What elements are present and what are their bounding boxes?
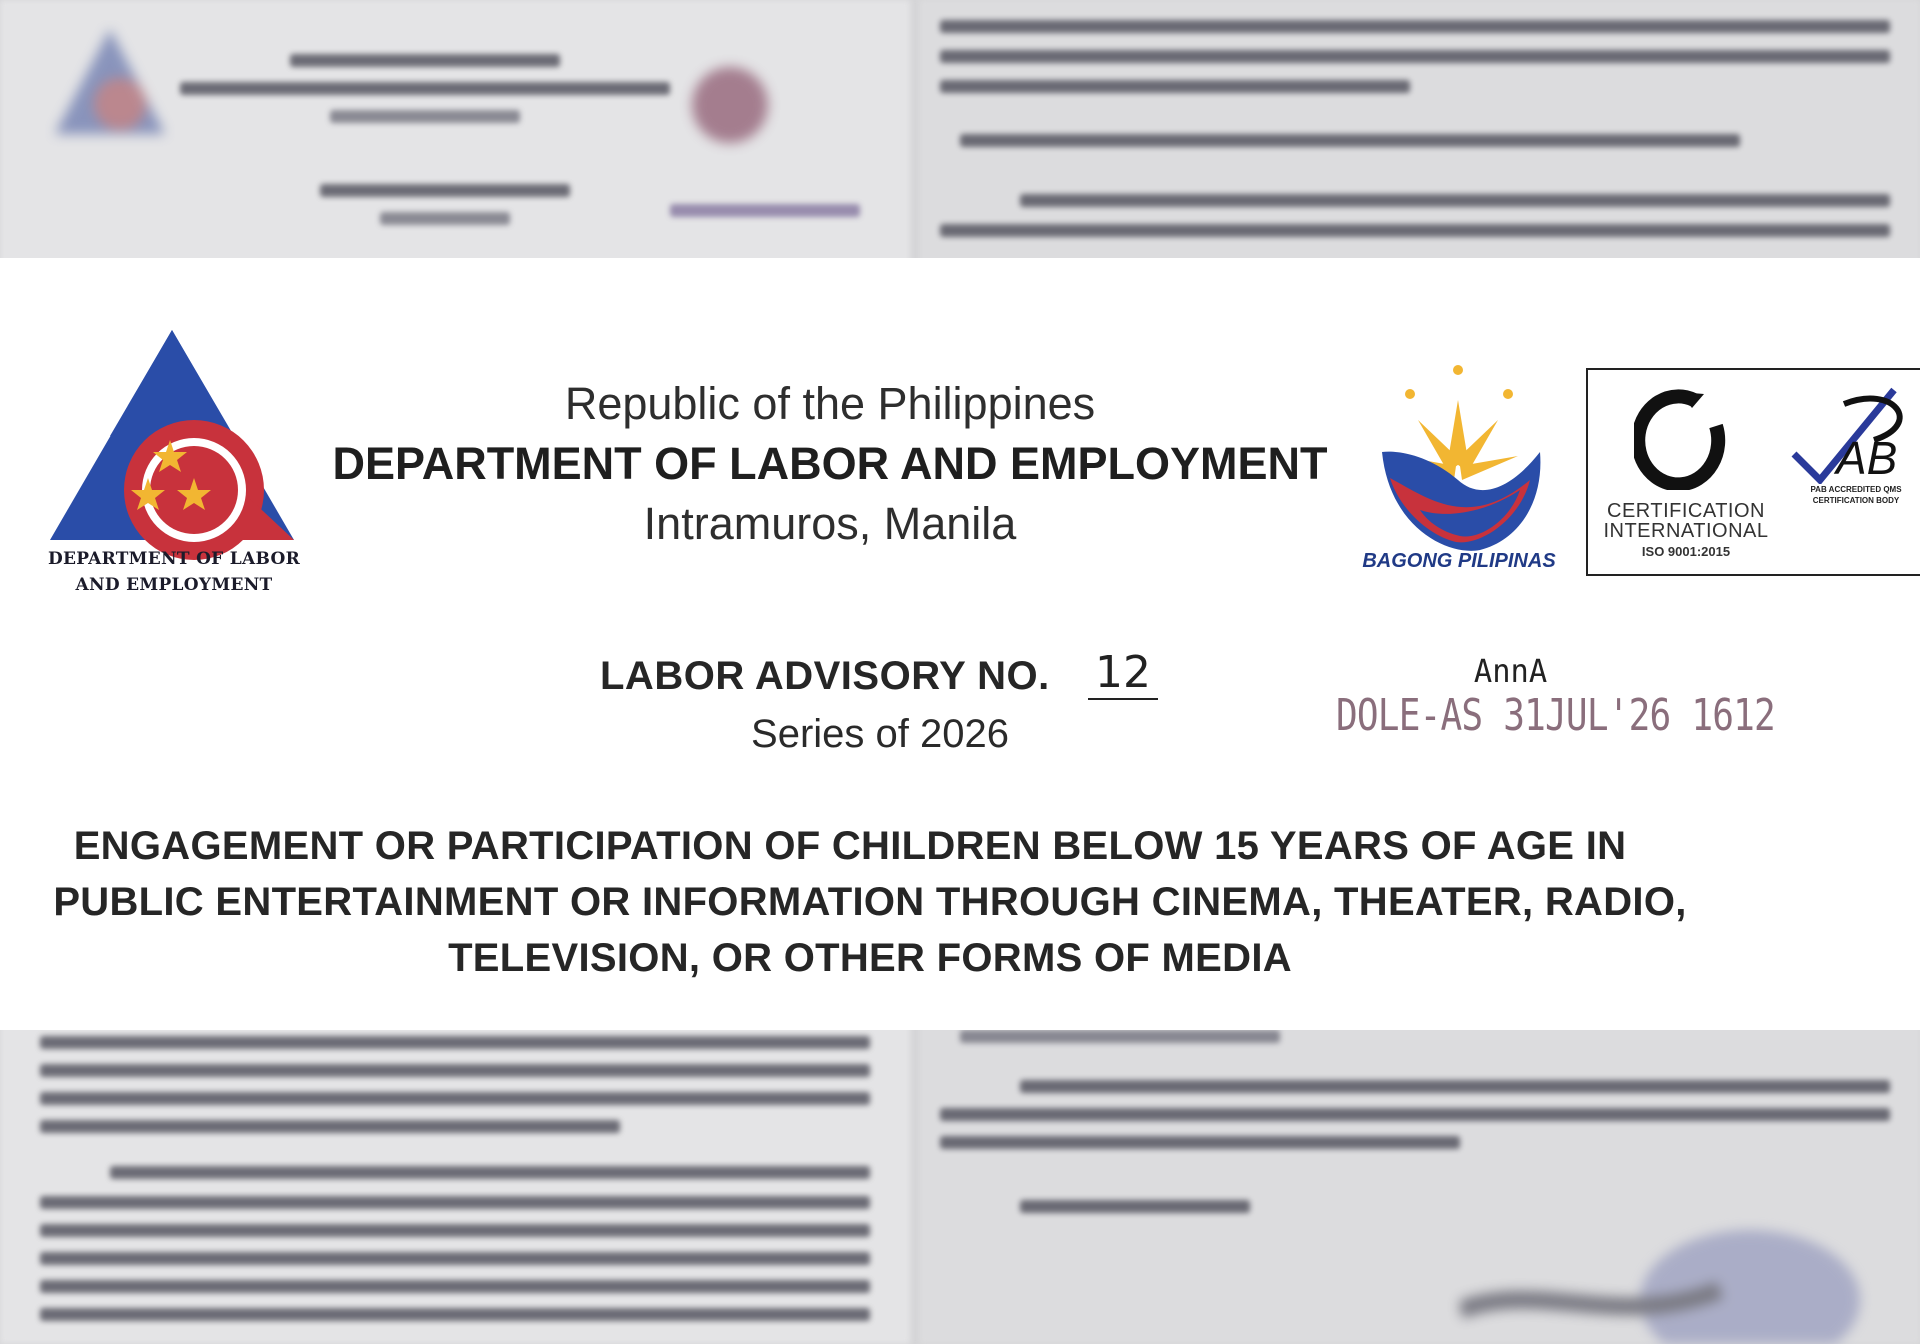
background-signature-icon	[1460, 1220, 1860, 1344]
background-line	[40, 1252, 870, 1265]
iso-label: ISO 9001:2015	[1641, 544, 1731, 559]
bagong-pilipinas-icon	[1360, 360, 1560, 560]
pab-mark-icon	[1784, 384, 1920, 484]
advisory-label: LABOR ADVISORY NO.	[600, 654, 1050, 698]
background-line	[40, 1120, 620, 1133]
background-line	[960, 1030, 1280, 1043]
certification-ring-icon	[1634, 386, 1730, 490]
background-line	[320, 184, 570, 197]
background-line	[940, 80, 1410, 93]
advisory-series: Series of 2026	[751, 712, 1009, 756]
certification-line2: INTERNATIONAL	[1603, 520, 1769, 542]
background-line	[940, 1108, 1890, 1121]
pab-label: AB	[1836, 432, 1898, 484]
background-line	[40, 1308, 870, 1321]
background-seal-icon	[50, 24, 170, 144]
background-line	[40, 1196, 870, 1209]
handwritten-initials: AnnA	[1473, 652, 1548, 690]
title-line-2: PUBLIC ENTERTAINMENT OR INFORMATION THROUGH CINEMA, THEATER, RADIO,	[53, 880, 1687, 924]
background-line	[180, 82, 670, 95]
background-line	[330, 110, 520, 123]
department-heading: DEPARTMENT OF LABOR AND EMPLOYMENT	[332, 438, 1328, 489]
background-line	[960, 134, 1740, 147]
certification-line1: CERTIFICATION	[1607, 500, 1765, 522]
background-line	[1020, 1080, 1890, 1093]
pab-caption: PAB ACCREDITED QMS CERTIFICATION BODY	[1810, 485, 1902, 505]
background-line	[40, 1036, 870, 1049]
seal-caption-line1: DEPARTMENT OF LABOR	[47, 549, 301, 569]
title-line-3: TELEVISION, OR OTHER FORMS OF MEDIA	[448, 936, 1292, 980]
seal-caption-line2: AND EMPLOYMENT	[75, 575, 273, 595]
background-line	[40, 1224, 870, 1237]
background-bagong-icon	[680, 50, 780, 150]
background-line	[940, 224, 1890, 237]
location-heading: Intramuros, Manila	[643, 498, 1017, 549]
advisory-number: 12	[1088, 648, 1158, 700]
background-line	[940, 20, 1890, 33]
background-line	[110, 1166, 870, 1179]
background-line	[380, 212, 510, 225]
background-line	[40, 1064, 870, 1077]
background-line	[1020, 1200, 1250, 1213]
background-line	[40, 1092, 870, 1105]
seal-caption	[34, 546, 314, 598]
background-line	[940, 1136, 1460, 1149]
background-line	[940, 50, 1890, 63]
certification-badge	[1586, 368, 1920, 576]
background-line	[1020, 194, 1890, 207]
receipt-stamp: DOLE-AS 31JUL'26 1612	[1336, 690, 1775, 741]
background-line	[290, 54, 560, 67]
background-line	[40, 1280, 870, 1293]
background-line	[670, 204, 860, 217]
bagong-pilipinas-label: BAGONG PILIPINAS	[1362, 550, 1556, 572]
republic-heading: Republic of the Philippines	[564, 378, 1096, 429]
title-line-1: ENGAGEMENT OR PARTICIPATION OF CHILDREN BELOW 15 YEARS OF AGE IN	[73, 824, 1627, 868]
